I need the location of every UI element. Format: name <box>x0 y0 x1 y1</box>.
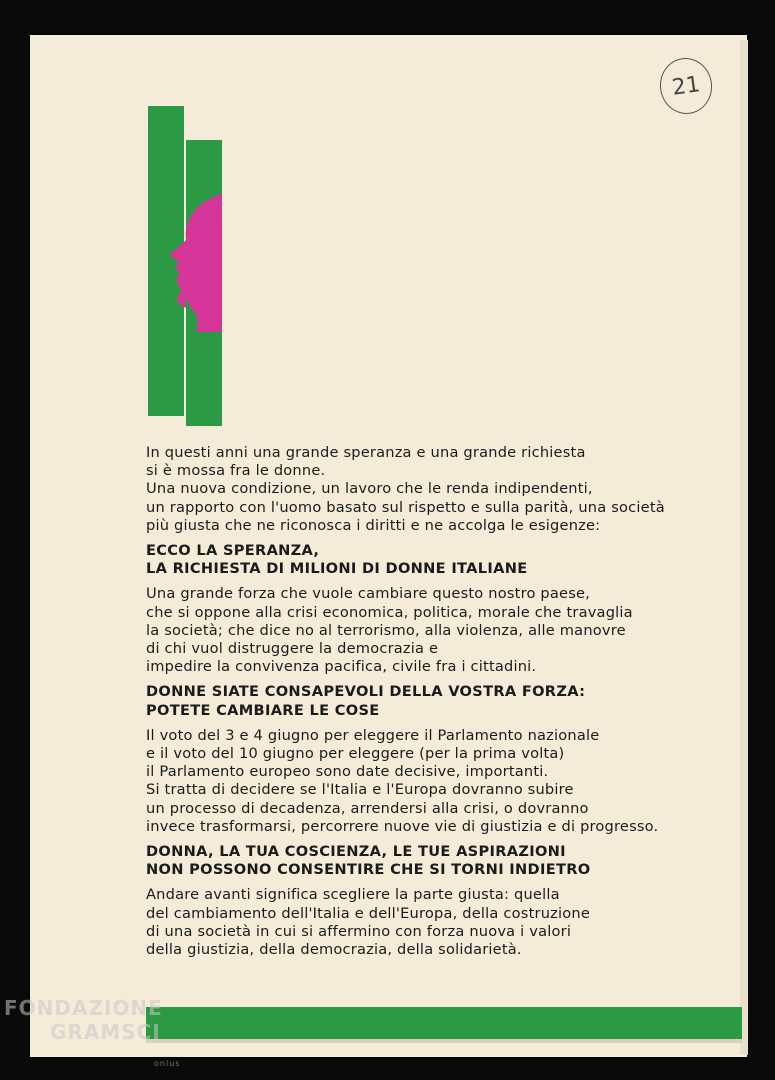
watermark-suffix: onlus <box>154 1059 181 1068</box>
leaflet-text <box>146 444 731 959</box>
watermark-line2: GRAMSCI <box>50 1020 161 1044</box>
paper-edge <box>740 40 748 1055</box>
heading-coscienza: DONNA, LA TUA COSCIENZA, LE TUE ASPIRAZIONI NON POSSONO CONSENTIRE CHE SI TORNI INDIETRO <box>146 843 591 879</box>
paragraph-forza: Una grande forza che vuole cambiare questo nostro paese, che si oppone alla crisi economica, politica, morale che travaglia la società; che dice no al terrorismo, alla violenza, alle manovre di chi vuol distruggere la democrazia e impedire la convivenza pacifica, civile fra i cittadini. <box>146 585 633 676</box>
footer-band-shadow <box>146 1039 742 1043</box>
woman-profile-logo <box>148 106 228 431</box>
heading-consapevoli: DONNE SIATE CONSAPEVOLI DELLA VOSTRA FORZA: POTETE CAMBIARE LE COSE <box>146 683 586 719</box>
paragraph-avanti: Andare avanti significa scegliere la parte giusta: quella del cambiamento dell'Italia e dell'Europa, della costruzione di una società in cui si affermino con forza nuova i valori della giustizia, della democrazia, della solidarietà. <box>146 886 591 959</box>
green-footer-band <box>146 1007 742 1039</box>
heading-speranza: ECCO LA SPERANZA, LA RICHIESTA DI MILIONI DI DONNE ITALIANE <box>146 542 528 578</box>
intro-paragraph: In questi anni una grande speranza e una grande richiesta si è mossa fra le donne. Una nuova condizione, un lavoro che le renda indipendenti, un rapporto con l'uomo basato sul rispetto e sulla parità, una società più giusta che ne riconosca i diritti e ne accolga le esigenze: <box>146 444 665 534</box>
archive-watermark <box>4 996 181 1068</box>
watermark-line1: FONDAZIONE <box>4 996 163 1020</box>
page-number-text: 21 <box>670 71 702 101</box>
paragraph-voto: Il voto del 3 e 4 giugno per eleggere il Parlamento nazionale e il voto del 10 giugno per eleggere (per la prima volta) il Parlamento europeo sono date decisive, importanti. Si tratta di decidere se l'Italia e l'Europa dovranno subire un processo di decadenza, arrendersi alla crisi, o dovranno invece trasformarsi, percorrere nuove vie di giustizia e di progresso. <box>146 726 659 835</box>
